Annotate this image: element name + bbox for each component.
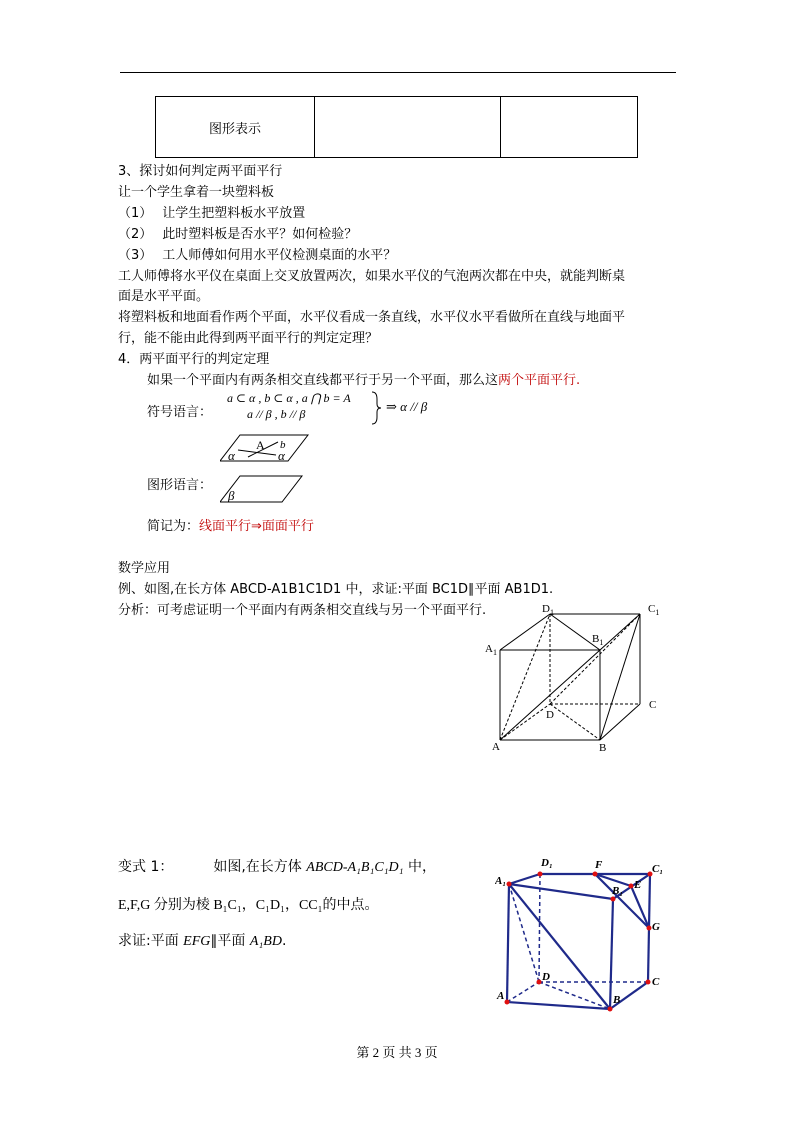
vertex-D-label: D <box>542 971 550 983</box>
vertex-A-label: A <box>492 741 500 753</box>
paragraph-line: 行，能不能由此得到两平面平行的判定定理？ <box>118 331 379 346</box>
application-title: 数学应用 <box>118 561 171 576</box>
point-A-label: A <box>256 438 265 452</box>
item-number: （2） <box>118 227 153 242</box>
cuboid-figure-1 <box>485 600 665 760</box>
vertex-D1-label: D₁ <box>541 857 553 869</box>
vertex-B1-label: $B_1$ <box>592 633 604 647</box>
vertex-A-label: A <box>497 990 505 1002</box>
beta-label: β <box>228 488 235 503</box>
paragraph-line: 面是水平平面。 <box>118 289 210 304</box>
list-item <box>118 223 357 242</box>
variant-text: ∥平面 <box>210 933 250 949</box>
point-E-label: E <box>634 879 642 891</box>
alpha-label-2: α <box>278 448 285 463</box>
item-number: （1） <box>118 206 153 221</box>
cuboid-figure-2 <box>495 852 670 1017</box>
variant-math: ABCD-A₁B₁C₁D₁ <box>306 860 404 875</box>
table-cell-empty <box>501 97 638 158</box>
symbol-line-1: a ⊂ α , b ⊂ α , a ⋂ b = A <box>227 391 351 405</box>
variant-text: 求证:平面 <box>118 933 184 949</box>
section4-title: 4．两平面平行的判定定理 <box>118 352 270 367</box>
graphic-language-label: 图形语言： <box>147 478 213 493</box>
brief-statement <box>147 515 314 534</box>
brace-icon <box>370 390 384 426</box>
theorem-statement <box>147 369 580 388</box>
symbol-line-2: a // β , b // β <box>247 407 306 421</box>
vertex-D1-label: $D_1$ <box>542 603 554 617</box>
theorem-text: 如果一个平面内有两条相交直线都平行于另一个平面，那么这 <box>147 373 499 388</box>
vertex-B-label: B <box>599 742 607 754</box>
variant-math: A₁BD <box>249 934 282 949</box>
list-item <box>118 244 396 263</box>
brief-label: 简记为： <box>147 519 200 534</box>
variant-line-2: E,F,G 分别为棱 B₁C₁，C₁D₁，CC₁的中点。 <box>118 898 379 913</box>
alpha-label: α <box>228 448 235 463</box>
point-F-label: F <box>595 859 603 871</box>
line-b-label: b <box>280 439 286 451</box>
vertex-A1-label: $A_1$ <box>485 643 497 657</box>
variant-text-end: . <box>281 933 287 949</box>
table-row <box>156 97 638 158</box>
variant-text: 如图,在长方体 <box>213 859 307 875</box>
brief-highlight: 线面平行⇒面面平行 <box>199 519 314 534</box>
variant-line-3 <box>118 930 286 950</box>
vertex-B-label: B <box>613 994 621 1006</box>
example-statement: 例、如图,在长方体 ABCD-A1B1C1D1 中，求证:平面 BC1D∥平面 AB1D1. <box>118 582 554 597</box>
planes-figure <box>220 428 320 518</box>
paragraph-line: 工人师傅将水平仪在桌面上交叉放置两次，如果水平仪的气泡两次都在中央，就能判断桌 <box>118 269 626 284</box>
vertex-C-label: C <box>652 976 660 988</box>
vertex-C-label: C <box>649 699 657 711</box>
vertex-C1-label: C₁ <box>652 863 664 875</box>
list-item <box>118 202 305 221</box>
vertex-D-label: D <box>546 709 554 721</box>
theorem-period: . <box>576 373 581 388</box>
variant-line-1 <box>118 856 436 876</box>
theorem-highlight: 两个平面平行 <box>498 373 577 388</box>
section3-title: 3、探讨如何判定两平面平行 <box>118 164 283 179</box>
paragraph-line: 将塑料板和地面看作两个平面，水平仪看成一条直线，水平仪水平看做所在直线与地面平 <box>118 310 626 325</box>
table-cell-empty <box>315 97 501 158</box>
table-cell-label: 图形表示 <box>156 97 315 158</box>
section3-intro: 让一个学生拿着一块塑料板 <box>118 185 275 200</box>
item-text: 让学生把塑料板水平放置 <box>162 206 306 221</box>
summary-table <box>155 96 638 158</box>
item-text: 此时塑料板是否水平？如何检验？ <box>162 227 358 242</box>
header-rule <box>120 72 676 73</box>
symbol-result: ⇒ α // β <box>386 399 428 414</box>
point-G-label: G <box>652 921 660 933</box>
vertex-C1-label: $C_1$ <box>648 603 660 617</box>
symbol-language-label: 符号语言： <box>147 405 213 420</box>
vertex-B1-label: B₁ <box>612 885 624 897</box>
analysis-statement: 分析：可考虑证明一个平面内有两条相交直线与另一个平面平行. <box>118 603 487 618</box>
vertex-A1-label: A₁ <box>495 875 507 887</box>
page-footer: 第 2 页 共 3 页 <box>356 1045 438 1060</box>
item-number: （3） <box>118 248 153 263</box>
item-text: 工人师傅如何用水平仪检测桌面的水平？ <box>162 248 397 263</box>
variant-math: EFG <box>183 934 211 949</box>
variant-text-end: 中， <box>403 859 436 875</box>
variant-label: 变式 1： <box>118 859 174 875</box>
